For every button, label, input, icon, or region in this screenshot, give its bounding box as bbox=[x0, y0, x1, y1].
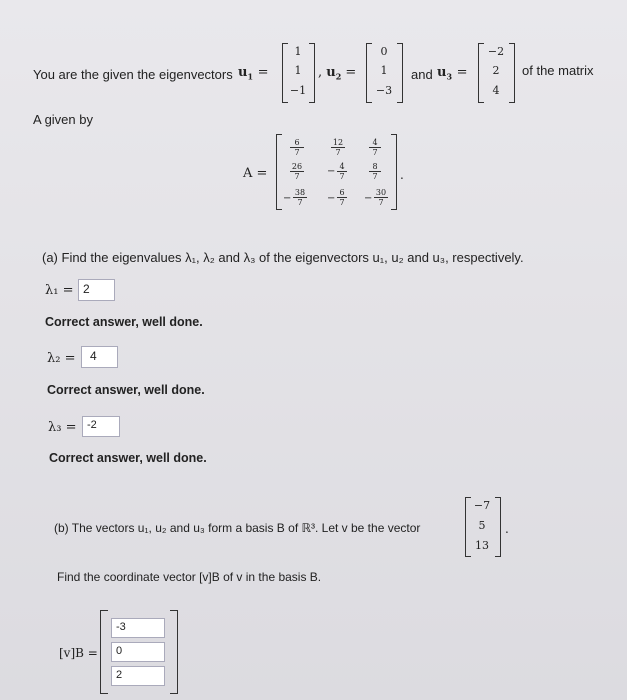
intro-prefix: You are the given the eigenvectors bbox=[33, 67, 233, 82]
coord-input-1[interactable]: -3 bbox=[111, 618, 165, 638]
matrix-a-sign: − bbox=[327, 193, 336, 204]
matrix-a-entry: $\frac{6}{7}$ bbox=[290, 138, 304, 157]
u1-entry: −1 bbox=[289, 84, 307, 97]
u3-entry: 2 bbox=[492, 64, 500, 77]
coord-vector-label: [v]B = bbox=[59, 646, 98, 660]
matrix-a-entry: $\frac{30}{7}$ bbox=[375, 188, 387, 207]
intro-suffix: of the matrix bbox=[522, 63, 594, 78]
coord-input-2[interactable]: 0 bbox=[111, 642, 165, 662]
u2-label: , $u_2$ = bbox=[318, 65, 357, 82]
matrix-a-entry: $\frac{8}{7}$ bbox=[369, 162, 381, 181]
part-a-prompt: (a) Find the eigenvalues λ₁, λ₂ and λ₃ of the eigenvectors u₁, u₂ and u₃, respectively. bbox=[42, 250, 524, 265]
u1-entry: 1 bbox=[294, 64, 302, 77]
u3-entry: −2 bbox=[487, 45, 505, 58]
lambda3-feedback: Correct answer, well done. bbox=[49, 451, 207, 465]
v-period: . bbox=[505, 522, 509, 536]
matrix-a-entry: $\frac{12}{7}$ bbox=[332, 138, 344, 157]
matrix-a-period: . bbox=[400, 168, 404, 182]
matrix-a-entry: $\frac{4}{7}$ bbox=[369, 138, 381, 157]
u1-label: $u_1$ = bbox=[238, 65, 269, 82]
and-text: and bbox=[411, 67, 433, 82]
matrix-a-sign: − bbox=[364, 193, 373, 204]
v-entry: −7 bbox=[473, 499, 491, 512]
matrix-a-entry: $\frac{4}{7}$ bbox=[337, 162, 347, 181]
intro-line2: A given by bbox=[33, 112, 93, 127]
matrix-a-entry: $\frac{26}{7}$ bbox=[291, 162, 303, 181]
lambda1-label: λ₁ = bbox=[45, 283, 74, 298]
lambda2-feedback: Correct answer, well done. bbox=[47, 383, 205, 397]
part-b-question: Find the coordinate vector [v]B of v in the basis B. bbox=[57, 570, 322, 584]
v-entry: 13 bbox=[475, 539, 489, 552]
matrix-a-label: A = bbox=[243, 166, 268, 181]
v-entry: 5 bbox=[478, 519, 486, 532]
u2-entry: 1 bbox=[380, 64, 388, 77]
matrix-a-sign: − bbox=[327, 166, 336, 177]
u1-entry: 1 bbox=[294, 45, 302, 58]
lambda1-feedback: Correct answer, well done. bbox=[45, 315, 203, 329]
matrix-a-sign: − bbox=[283, 193, 292, 204]
u2-entry: −3 bbox=[375, 84, 393, 97]
matrix-a-entry: $\frac{38}{7}$ bbox=[294, 188, 306, 207]
u3-entry: 4 bbox=[492, 84, 500, 97]
lambda1-input[interactable]: 2 bbox=[78, 279, 115, 301]
lambda2-input[interactable]: 4 bbox=[81, 346, 118, 368]
u3-label: $u_3$ = bbox=[437, 65, 468, 82]
coord-input-3[interactable]: 2 bbox=[111, 666, 165, 686]
matrix-a-entry: $\frac{6}{7}$ bbox=[337, 188, 347, 207]
u2-entry: 0 bbox=[380, 45, 388, 58]
lambda2-label: λ₂ = bbox=[47, 351, 76, 366]
part-b-prompt: (b) The vectors u₁, u₂ and u₃ form a basis B of ℝ³. Let v be the vector bbox=[54, 521, 421, 535]
lambda3-label: λ₃ = bbox=[48, 420, 77, 435]
lambda3-input[interactable]: -2 bbox=[82, 416, 120, 437]
